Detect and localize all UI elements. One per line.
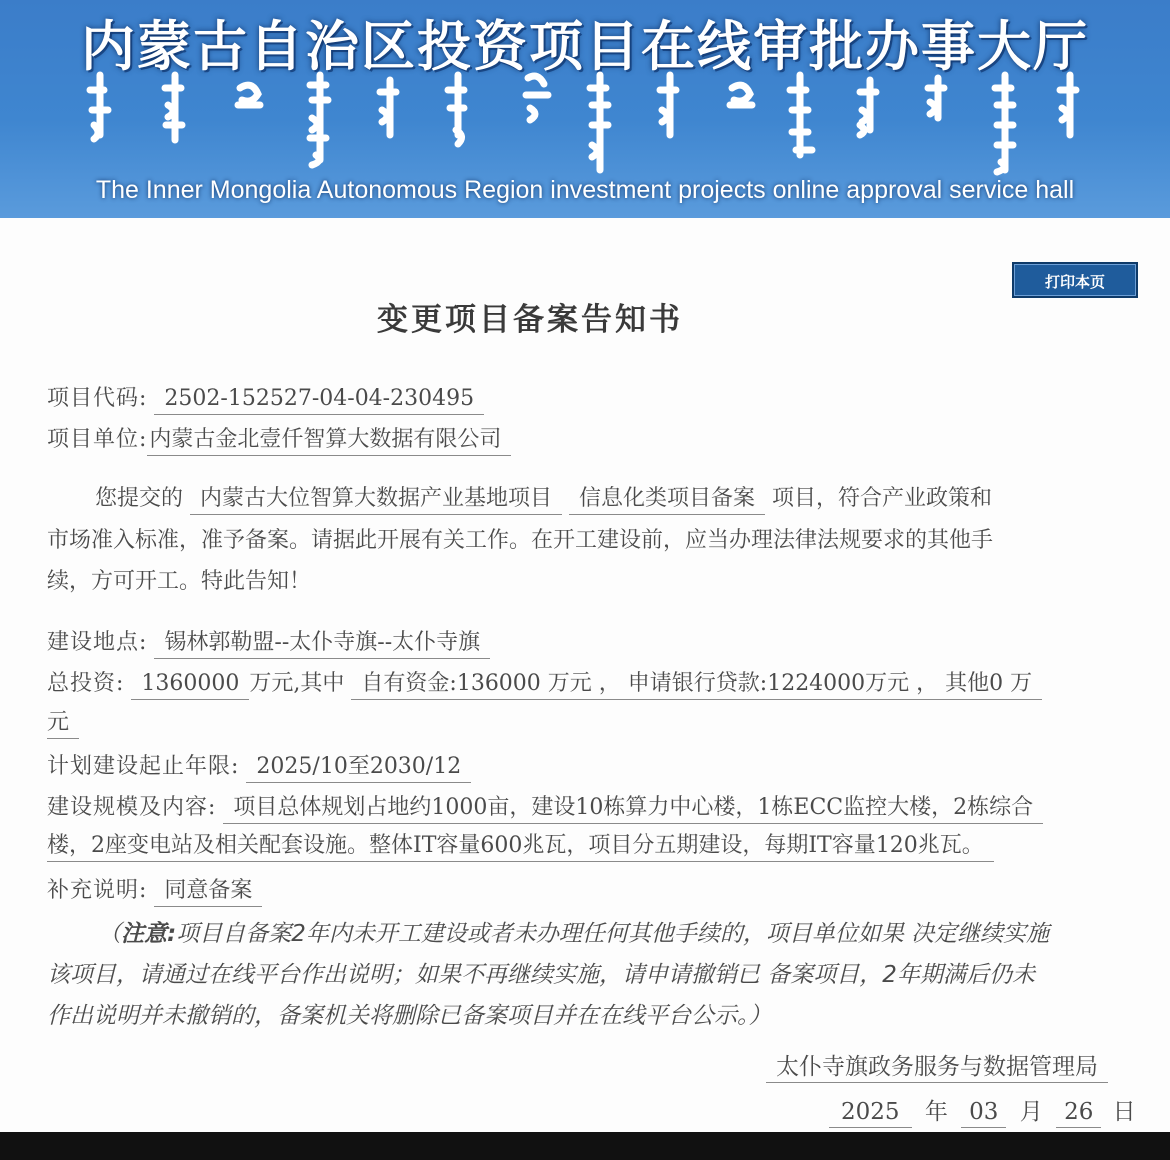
remark-label: 补充说明:	[47, 878, 148, 903]
location-row	[47, 625, 490, 659]
location-value: 锡林郭勒盟--太仆寺旗--太仆寺旗	[154, 628, 490, 659]
paragraph-prefix: 您提交的	[95, 486, 184, 511]
project-type: 信息化类项目备案	[569, 484, 765, 515]
project-unit-row	[47, 422, 511, 456]
scale-row-2	[47, 831, 994, 862]
screen-bottom-edge	[0, 1132, 1170, 1160]
notice-paragraph-line-3: 续，方可开工。特此告知！	[47, 569, 312, 594]
header-banner	[0, 0, 1170, 218]
investment-total: 1360000	[131, 669, 249, 700]
scale-line-1: 项目总体规划占地约1000亩，建设10栋算力中心楼，1栋ECC监控大楼，2栋综合	[223, 793, 1043, 824]
location-label: 建设地点:	[47, 630, 148, 655]
project-unit-value: 内蒙古金北壹仟智算大数据有限公司	[147, 425, 511, 456]
project-unit-label: 项目单位:	[47, 427, 148, 452]
investment-row	[47, 666, 1042, 700]
investment-tail-row	[47, 708, 79, 739]
paragraph-line1-suffix: 项目，符合产业政策和	[772, 486, 993, 511]
period-value: 2025/10至2030/12	[246, 752, 471, 783]
project-code-row	[47, 381, 484, 415]
banner-title-chinese: 内蒙古自治区投资项目在线审批办事大厅	[81, 14, 1089, 78]
investment-tail: 元	[47, 708, 79, 739]
note-line-2: 该项目，请通过在线平台作出说明；如果不再继续实施，请申请撤销已 备案项目，2年期满后仍未	[47, 962, 1035, 988]
note-line-1-text: 项目自备案2年内未开工建设或者未办理任何其他手续的，项目单位如果 决定继续实施	[176, 921, 1050, 947]
notice-paragraph-line-2: 市场准入标准，准予备案。请据此开展有关工作。在开工建设前，应当办理法律法规要求的其他手	[47, 528, 994, 553]
authority-row	[766, 1052, 1108, 1083]
project-code-label: 项目代码:	[47, 386, 148, 411]
note-line-3: 作出说明并未撤销的，备案机关将删除已备案项目并在在线平台公示。）	[47, 1003, 772, 1029]
scale-label: 建设规模及内容:	[47, 795, 217, 820]
scale-line-2: 楼，2座变电站及相关配套设施。整体IT容量600兆瓦，项目分五期建设，每期IT容量120兆瓦。	[47, 831, 994, 862]
notice-paragraph-line-1	[95, 481, 992, 515]
authority-name: 太仆寺旗政务服务与数据管理局	[766, 1052, 1108, 1083]
investment-label: 总投资:	[47, 671, 125, 696]
date-year: 2025	[829, 1097, 912, 1128]
date-row	[829, 1093, 1140, 1128]
investment-detail: 自有资金:136000 万元 ， 申请银行贷款:1224000万元 ， 其他0 万	[351, 669, 1042, 700]
remark-row	[47, 873, 262, 907]
date-year-unit: 年	[924, 1099, 948, 1125]
date-month: 03	[961, 1097, 1006, 1128]
date-day-unit: 日	[1112, 1099, 1136, 1125]
note-bold-label: 注意:	[121, 921, 177, 947]
print-page-button[interactable]: 打印本页	[1012, 262, 1138, 298]
mongolian-script-logo	[80, 70, 1090, 180]
date-month-unit: 月	[1019, 1099, 1043, 1125]
banner-title-english: The Inner Mongolia Autonomous Region investment projects online approval service hall	[95, 176, 1075, 204]
date-day: 26	[1056, 1097, 1101, 1128]
notice-document	[0, 218, 1170, 1132]
period-row	[47, 749, 471, 783]
period-label: 计划建设起止年限:	[47, 754, 240, 779]
remark-value: 同意备案	[154, 876, 262, 907]
note-open-paren: （	[98, 921, 121, 947]
investment-unit: 万元,其中	[249, 671, 345, 696]
project-code-value: 2502-152527-04-04-230495	[154, 384, 484, 415]
scale-row	[47, 790, 1043, 824]
project-name: 内蒙古大位智算大数据产业基地项目	[190, 484, 562, 515]
document-title: 变更项目备案告知书	[377, 302, 683, 338]
note-line-1	[98, 915, 1049, 948]
